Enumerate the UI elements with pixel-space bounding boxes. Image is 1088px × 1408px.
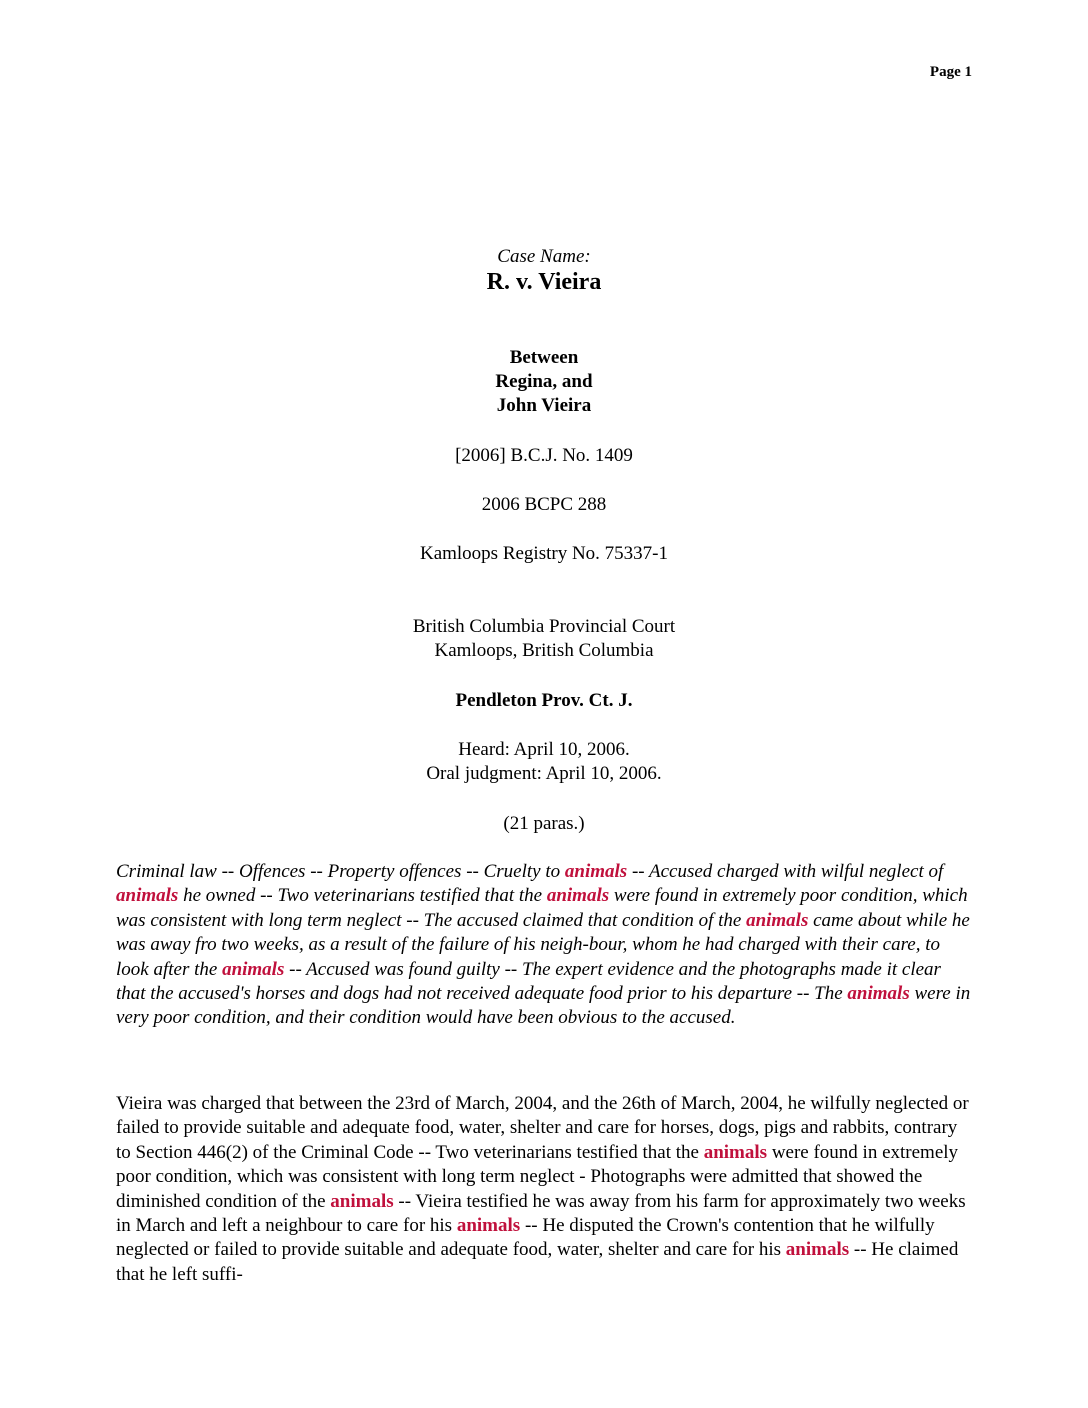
text-segment: were found in extremely poor condition, which was consistent with long term neglect -- The accused claimed that condition of the <box>116 885 968 931</box>
search-hit-highlight: animals <box>546 885 610 907</box>
case-summary-paragraph <box>116 1092 972 1287</box>
dates-block <box>0 738 1088 786</box>
parties-line: Regina, and <box>495 371 593 392</box>
text-segment: -- Accused was found guilty -- The expert evidence and the photographs made it clear that the accused's horses and dogs had not received adequate food prior to his departure -- The <box>116 958 941 1005</box>
search-hit-highlight: animals <box>746 909 809 931</box>
text-segment: -- He claimed that he left suffi- <box>116 1239 959 1285</box>
parties-line: Between <box>509 347 579 368</box>
page-number: Page 1 <box>929 64 972 80</box>
citation-bcpc: 2006 BCPC 288 <box>481 494 607 515</box>
search-hit-highlight: animals <box>116 885 179 907</box>
search-hit-highlight: animals <box>330 1190 394 1212</box>
text-segment: came about while he was away fro two weeks, as a result of the failure of his neigh-bour, whom he had charged with their care, to look after the <box>116 909 970 980</box>
text-segment: -- Vieira testified he was away from his farm for approximately two weeks in March and left a neighbour to care for his <box>116 1190 966 1237</box>
text-segment: -- He disputed the Crown's contention that he wilfully neglected or failed to provide suitable and adequate food, water, shelter and care for his <box>116 1215 935 1261</box>
case-name-label: Case Name: <box>497 246 591 267</box>
search-hit-highlight: animals <box>847 983 910 1005</box>
text-segment: -- Accused charged with wilful neglect of <box>627 861 944 882</box>
judge-name: Pendleton Prov. Ct. J. <box>455 690 633 711</box>
date-line: Oral judgment: April 10, 2006. <box>426 763 662 784</box>
date-line: Heard: April 10, 2006. <box>458 739 630 760</box>
citation-bcj: [2006] B.C.J. No. 1409 <box>455 445 633 466</box>
search-hit-highlight: animals <box>703 1141 768 1163</box>
case-title: R. v. Vieira <box>486 269 602 295</box>
court-line: Kamloops, British Columbia <box>434 640 654 661</box>
registry-number: Kamloops Registry No. 75337-1 <box>419 543 669 564</box>
search-hit-highlight: animals <box>785 1239 850 1261</box>
court-block <box>0 615 1088 663</box>
paragraph-count: (21 paras.) <box>503 813 585 834</box>
search-hit-highlight: animals <box>222 958 285 980</box>
parties-block <box>0 346 1088 418</box>
headnote-summary <box>116 860 972 1031</box>
text-segment: were found in extremely poor condition, which was consistent with long term neglect - Photographs were admitted that showed the diminished condition of the <box>116 1141 959 1212</box>
text-segment: Criminal law -- Offences -- Property offences -- Cruelty to <box>116 861 565 882</box>
court-line: British Columbia Provincial Court <box>412 616 676 637</box>
search-hit-highlight: animals <box>564 861 628 882</box>
text-segment: he owned -- Two veterinarians testified that the <box>178 885 547 907</box>
text-segment: were in very poor condition, and their condition would have been obvious to the accused. <box>116 983 971 1029</box>
parties-line: John Vieira <box>496 395 592 416</box>
search-hit-highlight: animals <box>456 1215 521 1237</box>
text-segment: Vieira was charged that between the 23rd of March, 2004, and the 26th of March, 2004, he wilfully neglected or failed to provide suitable and adequate food, water, shelter and care for horses, dogs, pigs and rabbits, contrary to Section 446(2) of the Criminal Code -- Two veterinarians testified that the <box>116 1093 969 1163</box>
